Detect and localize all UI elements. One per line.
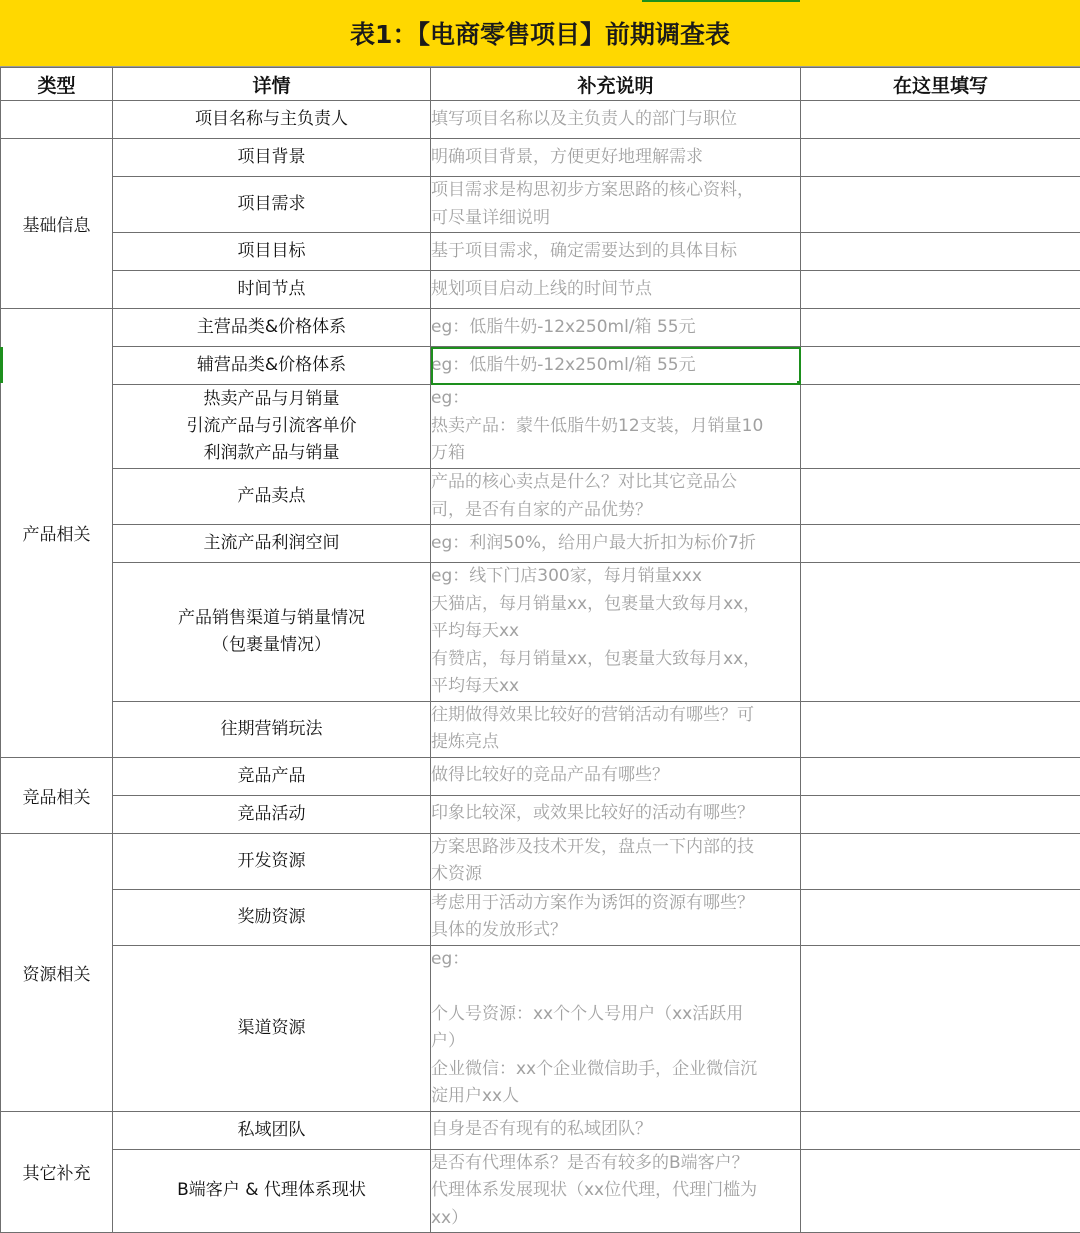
note-cell[interactable] [431, 177, 801, 233]
note-line: 具体的发放形式？ [431, 917, 800, 945]
note-line: 代理体系发展现状（xx位代理，代理门槛为 [431, 1177, 800, 1205]
detail-cell[interactable] [113, 177, 431, 233]
note-line: 万箱 [431, 440, 800, 468]
detail-cell[interactable] [113, 889, 431, 945]
note-line: 热卖产品：蒙牛低脂牛奶12支装，月销量10 [431, 413, 800, 441]
fill-in-cell[interactable] [801, 385, 1080, 469]
note-line: 明确项目背景，方便更好地理解需求 [431, 144, 800, 172]
detail-line: 项目背景 [113, 144, 430, 171]
note-line: 自身是否有现有的私域团队？ [431, 1116, 800, 1144]
note-line: 平均每天xx [431, 673, 800, 701]
detail-line: 渠道资源 [113, 1015, 430, 1042]
column-selection-indicator [642, 0, 800, 2]
note-cell[interactable] [431, 347, 801, 385]
fill-in-cell[interactable] [801, 101, 1080, 139]
table-row [1, 101, 1080, 139]
header-fill-here[interactable]: 在这里填写 [801, 68, 1080, 101]
fill-in-cell[interactable] [801, 1111, 1080, 1149]
note-cell[interactable] [431, 139, 801, 177]
category-cell[interactable]: 其它补充 [1, 1111, 113, 1233]
table-row [1, 833, 1080, 889]
detail-line: 私域团队 [113, 1117, 430, 1144]
note-line: 淀用户xx人 [431, 1083, 800, 1111]
note-line: 项目需求是构思初步方案思路的核心资料， [431, 177, 800, 205]
note-cell[interactable] [431, 1111, 801, 1149]
table-row [1, 525, 1080, 563]
note-line: 有赞店，每月销量xx，包裹量大致每月xx， [431, 646, 800, 674]
note-cell[interactable] [431, 945, 801, 1111]
note-cell[interactable] [431, 833, 801, 889]
fill-in-cell[interactable] [801, 469, 1080, 525]
row-selection-indicator [0, 347, 3, 383]
detail-cell[interactable] [113, 525, 431, 563]
detail-line: 竞品活动 [113, 801, 430, 828]
table-row [1, 385, 1080, 469]
note-cell[interactable] [431, 795, 801, 833]
table-row [1, 1111, 1080, 1149]
note-line: 个人号资源：xx个个人号用户（xx活跃用 [431, 1001, 800, 1029]
detail-cell[interactable] [113, 1149, 431, 1233]
category-cell[interactable]: 竞品相关 [1, 757, 113, 833]
detail-line: 竞品产品 [113, 763, 430, 790]
note-cell[interactable] [431, 701, 801, 757]
fill-in-cell[interactable] [801, 525, 1080, 563]
detail-cell[interactable] [113, 833, 431, 889]
note-cell[interactable] [431, 889, 801, 945]
note-line: eg：低脂牛奶-12x250ml/箱 55元 [431, 314, 800, 342]
note-line: 规划项目启动上线的时间节点 [431, 276, 800, 304]
detail-line: B端客户 & 代理体系现状 [113, 1177, 430, 1204]
note-line: 填写项目名称以及主负责人的部门与职位 [431, 106, 800, 134]
fill-in-cell[interactable] [801, 139, 1080, 177]
fill-in-cell[interactable] [801, 233, 1080, 271]
fill-in-cell[interactable] [801, 177, 1080, 233]
table-row [1, 945, 1080, 1111]
detail-line: 时间节点 [113, 276, 430, 303]
table-row [1, 309, 1080, 347]
note-cell[interactable] [431, 757, 801, 795]
detail-line: 项目名称与主负责人 [113, 106, 430, 133]
note-line: 往期做得效果比较好的营销活动有哪些？可 [431, 702, 800, 730]
fill-in-cell[interactable] [801, 271, 1080, 309]
note-line: 印象比较深，或效果比较好的活动有哪些？ [431, 800, 800, 828]
table-row [1, 469, 1080, 525]
table-row [1, 233, 1080, 271]
detail-line: 产品销售渠道与销量情况 [113, 605, 430, 632]
note-cell[interactable] [431, 563, 801, 702]
detail-cell[interactable] [113, 469, 431, 525]
header-type[interactable]: 类型 [1, 68, 113, 101]
note-cell[interactable] [431, 1149, 801, 1233]
note-line: xx） [431, 1205, 800, 1233]
note-line: 是否有代理体系？是否有较多的B端客户？ [431, 1150, 800, 1178]
note-line: 可尽量详细说明 [431, 205, 800, 233]
detail-line: 主营品类&价格体系 [113, 314, 430, 341]
detail-line: 往期营销玩法 [113, 716, 430, 743]
note-line: 基于项目需求，确定需要达到的具体目标 [431, 238, 800, 266]
detail-cell[interactable] [113, 757, 431, 795]
detail-cell[interactable] [113, 1111, 431, 1149]
sheet-title: 表1：【电商零售项目】前期调查表 [0, 0, 1080, 67]
detail-cell[interactable] [113, 139, 431, 177]
note-line: eg：利润50%，给用户最大折扣为标价7折 [431, 530, 800, 558]
fill-in-cell[interactable] [801, 701, 1080, 757]
note-cell[interactable] [431, 309, 801, 347]
note-line: 产品的核心卖点是什么？对比其它竞品公 [431, 469, 800, 497]
note-line: eg：低脂牛奶-12x250ml/箱 55元 [431, 352, 800, 380]
fill-in-cell[interactable] [801, 1149, 1080, 1233]
detail-line: 项目目标 [113, 238, 430, 265]
survey-table [0, 67, 1080, 1233]
fill-in-cell[interactable] [801, 945, 1080, 1111]
detail-line: 主流产品利润空间 [113, 530, 430, 557]
category-cell[interactable]: 基础信息 [1, 139, 113, 309]
detail-cell[interactable] [113, 945, 431, 1111]
category-cell[interactable] [1, 101, 113, 139]
detail-cell[interactable] [113, 563, 431, 702]
note-line: 术资源 [431, 861, 800, 889]
fill-in-cell[interactable] [801, 889, 1080, 945]
detail-cell[interactable] [113, 701, 431, 757]
note-cell[interactable] [431, 385, 801, 469]
detail-cell[interactable] [113, 271, 431, 309]
note-line: eg： [431, 946, 800, 974]
note-line: 提炼亮点 [431, 729, 800, 757]
note-line: 做得比较好的竞品产品有哪些？ [431, 762, 800, 790]
note-cell[interactable] [431, 271, 801, 309]
category-cell[interactable]: 资源相关 [1, 833, 113, 1111]
detail-line: 产品卖点 [113, 483, 430, 510]
note-line: eg：线下门店300家，每月销量xxx [431, 563, 800, 591]
detail-cell[interactable] [113, 309, 431, 347]
note-cell[interactable] [431, 525, 801, 563]
detail-line: 开发资源 [113, 848, 430, 875]
note-line: 司，是否有自家的产品优势？ [431, 497, 800, 525]
note-line: 天猫店，每月销量xx，包裹量大致每月xx， [431, 591, 800, 619]
table-row [1, 795, 1080, 833]
fill-in-cell[interactable] [801, 757, 1080, 795]
table-row [1, 177, 1080, 233]
table-row [1, 139, 1080, 177]
detail-cell[interactable] [113, 233, 431, 271]
detail-cell[interactable] [113, 101, 431, 139]
note-line: 方案思路涉及技术开发，盘点一下内部的技 [431, 834, 800, 862]
note-line: 平均每天xx [431, 618, 800, 646]
detail-line: 项目需求 [113, 191, 430, 218]
fill-handle[interactable] [797, 381, 801, 385]
fill-in-cell[interactable] [801, 347, 1080, 385]
header-detail[interactable]: 详情 [113, 68, 431, 101]
note-cell[interactable] [431, 469, 801, 525]
fill-in-cell[interactable] [801, 563, 1080, 702]
table-row [1, 347, 1080, 385]
detail-cell[interactable] [113, 795, 431, 833]
detail-cell[interactable] [113, 347, 431, 385]
detail-line: 引流产品与引流客单价 [113, 413, 430, 440]
note-line: eg： [431, 385, 800, 413]
note-line: 企业微信：xx个企业微信助手，企业微信沉 [431, 1056, 800, 1084]
detail-cell[interactable] [113, 385, 431, 469]
note-cell[interactable] [431, 101, 801, 139]
table-row [1, 889, 1080, 945]
note-line: 户） [431, 1028, 800, 1056]
fill-in-cell[interactable] [801, 833, 1080, 889]
detail-line: 利润款产品与销量 [113, 440, 430, 467]
table-row [1, 271, 1080, 309]
detail-line: 辅营品类&价格体系 [113, 352, 430, 379]
note-cell[interactable] [431, 233, 801, 271]
fill-in-cell[interactable] [801, 795, 1080, 833]
note-line: 考虑用于活动方案作为诱饵的资源有哪些？ [431, 890, 800, 918]
table-row [1, 1149, 1080, 1233]
detail-line: 热卖产品与月销量 [113, 386, 430, 413]
detail-line: （包裹量情况） [113, 632, 430, 659]
table-row [1, 701, 1080, 757]
header-note[interactable]: 补充说明 [431, 68, 801, 101]
note-line [431, 973, 800, 1001]
header-row [1, 68, 1080, 101]
table-row [1, 563, 1080, 702]
detail-line: 奖励资源 [113, 904, 430, 931]
table-row [1, 757, 1080, 795]
fill-in-cell[interactable] [801, 309, 1080, 347]
category-cell[interactable]: 产品相关 [1, 309, 113, 758]
